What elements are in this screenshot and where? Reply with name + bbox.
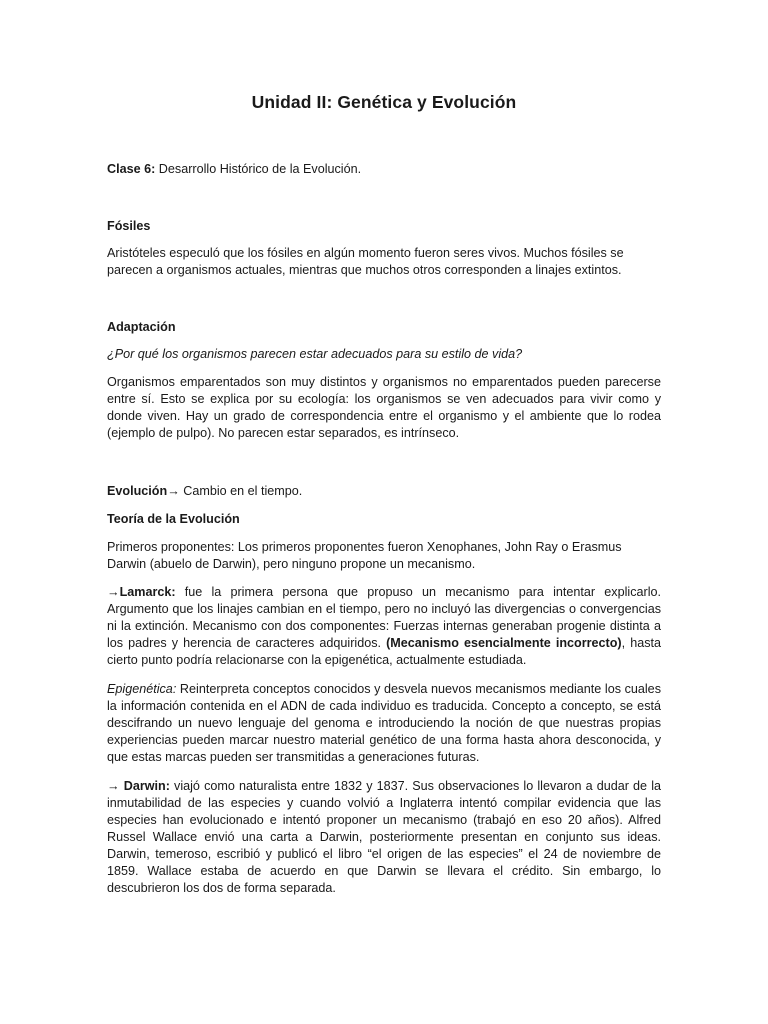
evolucion-label: Evolución: [107, 484, 168, 498]
lamarck-text-after: , hasta cierto punto podría relacionarse con la epigenética, actualmente estudiada.: [107, 636, 661, 667]
fosiles-heading: Fósiles: [107, 219, 151, 233]
document-title: Unidad II: Genética y Evolución: [251, 92, 517, 112]
epigenetica-text: Reinterpreta conceptos conocidos y desvela nuevos mecanismos mediante los cuales la información contenida en el ADN de cada individuo es traducida. Concepto a concepto, se está descifrando un nuevo lenguaje del genoma e introduciendo la noción de que nuestras propias experiencias pueden marcar nuestro material genético de una forma hasta ahora desconocida, y que estas marcas pueden ser transmitidas a generaciones futuras.: [107, 682, 661, 764]
adaptacion-heading: Adaptación: [107, 320, 176, 334]
right-arrow-icon: →: [107, 585, 120, 599]
clase-text: Desarrollo Histórico de la Evolución.: [155, 162, 362, 176]
clase-label: Clase 6:: [107, 162, 156, 176]
epigenetica-label: Epigenética:: [107, 682, 177, 696]
darwin-label: Darwin:: [119, 779, 170, 793]
proponentes-paragraph: Primeros proponentes: Los primeros proponentes fueron Xenophanes, John Ray o Erasmus Darwin (abuelo de Darwin), pero ninguno propone un mecanismo.: [107, 540, 622, 571]
evolucion-text: Cambio en el tiempo.: [179, 484, 303, 498]
darwin-paragraph: [107, 778, 661, 897]
lamarck-emphasis: (Mecanismo esencialmente incorrecto): [386, 636, 622, 650]
adaptacion-question: ¿Por qué los organismos parecen estar adecuados para su estilo de vida?: [107, 347, 523, 361]
lamarck-label: Lamarck:: [119, 585, 176, 599]
right-arrow-icon: →: [107, 779, 120, 793]
darwin-text: viajó como naturalista entre 1832 y 1837. Sus observaciones lo llevaron a dudar de la inmutabilidad de las especies y cuando volvió a Inglaterra intentó compilar evidencia que las especies han evolucionado e intentó proponer un mecanismo (trabajó en eso 20 años). Alfred Russel Wallace envió una carta a Darwin, posteriormente presentan en conjunto sus ideas. Darwin, temeroso, escribió y publicó el libro “el origen de las especies” el 24 de noviembre de 1859. Wallace estaba de acuerdo en que Darwin se llevara el crédito. Sin embargo, lo descubrieron los dos de forma separada.: [107, 779, 661, 895]
epigenetica-paragraph: [107, 681, 661, 766]
evolucion-line: [107, 483, 661, 500]
lamarck-text-before: fue la primera persona que propuso un mecanismo para intentar explicarlo. Argumento que los linajes cambian en el tiempo, pero no incluyó las divergencias o convergencias ni la extinción. Mecanismo con dos componentes: Fuerzas internas generaban progenie distinta a los padres y herencia de caracteres adquiridos.: [107, 585, 661, 650]
lamarck-paragraph: [107, 584, 661, 669]
adaptacion-paragraph: Organismos emparentados son muy distintos y organismos no emparentados pueden parecerse entre sí. Esto se explica por su ecología: los organismos se ven adecuados para vivir como y donde viven. Hay un grado de correspondencia entre el organismo y el ambiente que lo rodea (ejemplo de pulpo). No parecen estar separados, es intrínseco.: [107, 375, 661, 440]
clase-line: [107, 161, 661, 178]
right-arrow-icon: →: [167, 484, 180, 498]
fosiles-paragraph: Aristóteles especuló que los fósiles en algún momento fueron seres vivos. Muchos fósiles se parecen a organismos actuales, mientras que muchos otros corresponden a linajes extintos.: [107, 246, 624, 277]
teoria-heading: Teoría de la Evolución: [107, 512, 240, 526]
